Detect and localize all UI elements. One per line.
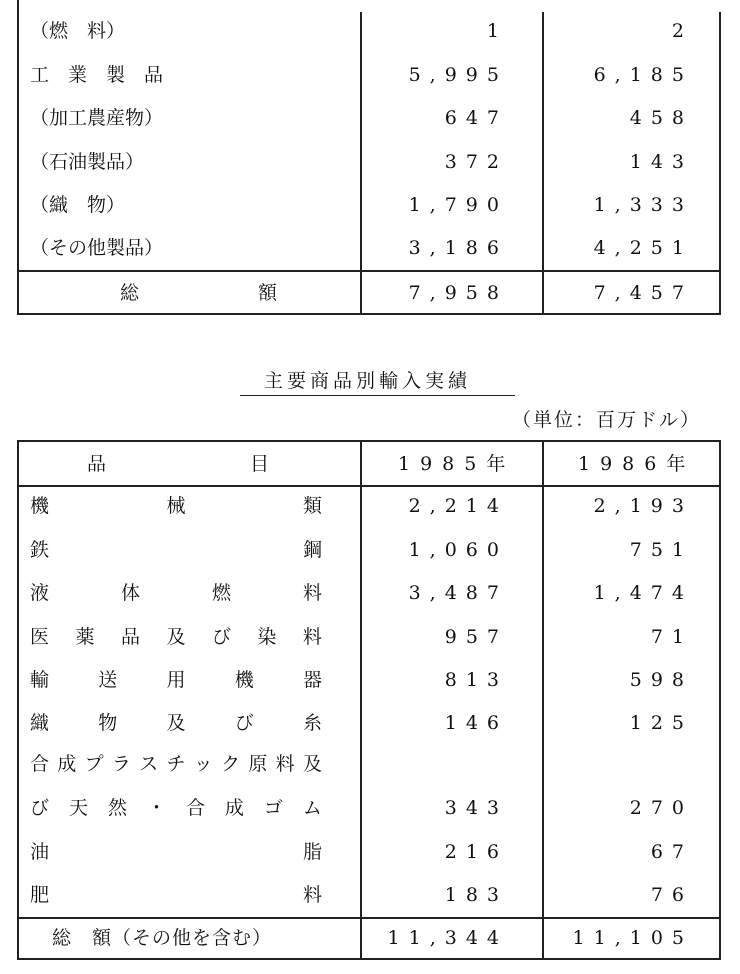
table1-row-1985: 3,186 (408, 237, 508, 259)
table1-left-border (17, 0, 19, 315)
table2-row-1985: 343 (444, 797, 508, 819)
table1-row-item: （その他製品） (30, 237, 164, 259)
header-col-1986: 1986年 (578, 453, 696, 475)
table1-row-item: （織 物） (30, 194, 126, 216)
table1-row-1985: 647 (444, 107, 508, 129)
table1-bottom-line (17, 313, 721, 315)
table2-row-1986: 598 (629, 669, 693, 691)
table2-row-1986: 2,193 (593, 495, 693, 517)
table2-row-item: 医 薬 品 及 び 染 料 (30, 626, 322, 648)
table2-row-item: 鉄 鋼 (30, 539, 322, 561)
unit-note: （単位：百万ドル） (512, 409, 702, 431)
table1-row-1986: 4,251 (593, 237, 693, 259)
table1-row-1986: 458 (629, 107, 693, 129)
table2-row-1985: 146 (444, 712, 508, 734)
table2-total-top-line (17, 917, 721, 919)
table2-row-1985: 813 (444, 669, 508, 691)
table2-row-1986: 71 (650, 626, 693, 648)
table1-row-1985: 5,995 (408, 64, 508, 86)
table2-row-item: 合 成 プ ラ ス チ ッ ク 原 料 及 (30, 753, 322, 775)
table2-row-1986: 1,474 (593, 582, 693, 604)
table2-row-1985: 216 (444, 841, 508, 863)
table1-row-item: （燃 料） (30, 20, 126, 42)
header-item-b: 目 (250, 453, 270, 475)
table1-row-item: （石油製品） (30, 151, 145, 173)
table1-row-1986: 1,333 (593, 194, 693, 216)
header-col-1985: 1985年 (398, 453, 516, 475)
table2-row-item: 油 脂 (30, 841, 322, 863)
table2-row-1986: 125 (629, 712, 693, 734)
table2-left-border (17, 440, 19, 960)
table1-row-1986: 2 (671, 20, 693, 42)
table2-row-1986: 751 (629, 539, 693, 561)
table2-bottom-border (17, 958, 721, 960)
table1-row-1985: 1 (486, 20, 508, 42)
table2-col-divider-2 (542, 440, 544, 960)
table1-row-item: 工 業 製 品 (30, 64, 164, 86)
table2-row-1985: 183 (444, 884, 508, 906)
table2-row-item: 輸 送 用 機 器 (30, 669, 322, 691)
table2-total-1986: 11,105 (572, 927, 693, 949)
import-table-title: 主要商品別輸入実績 (264, 370, 472, 392)
table2-row-1985: 1,060 (408, 539, 508, 561)
table2-row-1986: 270 (629, 797, 693, 819)
header-item-a: 品 (87, 453, 107, 475)
table1-row-1985: 372 (444, 151, 508, 173)
table1-total-1986: 7,457 (593, 282, 693, 304)
table2-row-item: 液 体 燃 料 (30, 582, 322, 604)
table2-row-1985: 2,214 (408, 495, 508, 517)
table1-total-top-line (17, 270, 721, 272)
table2-row-1986: 67 (650, 841, 693, 863)
table2-header-bottom-line (17, 485, 721, 487)
table2-row-1985: 957 (444, 626, 508, 648)
table2-total-1985: 11,344 (387, 927, 508, 949)
table2-right-border (719, 440, 721, 960)
table1-row-1986: 6,185 (593, 64, 693, 86)
table2-col-divider-1 (360, 440, 362, 960)
table1-total-1985: 7,958 (408, 282, 508, 304)
table2-row-1986: 76 (650, 884, 693, 906)
table2-total-label: 総 額（その他を含む） (52, 927, 273, 949)
table2-top-border (17, 440, 721, 442)
title-underline (240, 395, 515, 396)
table2-row-1985: 3,487 (408, 582, 508, 604)
table1-row-item: （加工農産物） (30, 107, 164, 129)
table2-row-item: び 天 然 ・ 合 成 ゴ ム (30, 797, 322, 819)
table2-row-item: 織 物 及 び 糸 (30, 712, 322, 734)
table1-total-label-b: 額 (258, 282, 278, 304)
table1-total-label-a: 総 (120, 282, 140, 304)
table1-row-1985: 1,790 (408, 194, 508, 216)
table2-row-item: 肥 料 (30, 884, 322, 906)
table2-row-item: 機 械 類 (30, 495, 322, 517)
table1-row-1986: 143 (629, 151, 693, 173)
